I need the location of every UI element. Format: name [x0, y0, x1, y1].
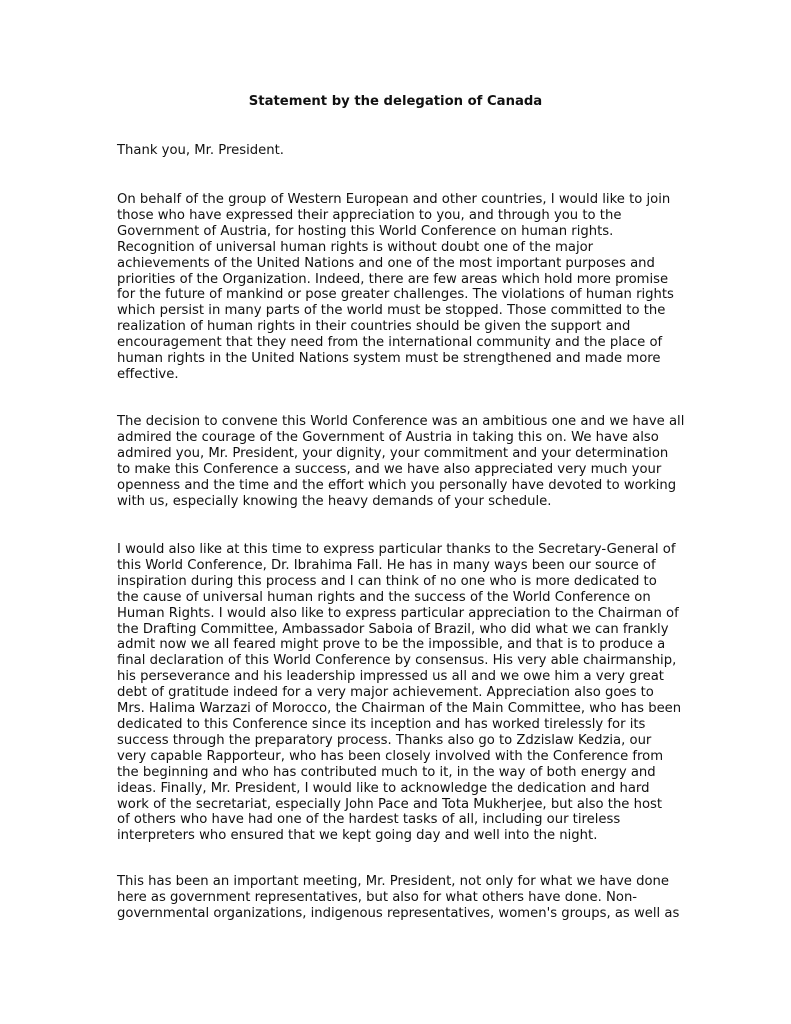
paragraph-appreciation: [117, 192, 677, 383]
text-line: debt of gratitude indeed for a very major achievement. Appreciation also goes to: [117, 685, 654, 701]
text-line: priorities of the Organization. Indeed, there are few areas which hold more promise: [117, 271, 669, 287]
text-line: the beginning and who has contributed much to it, in the way of both energy and: [117, 764, 656, 780]
text-line: On behalf of the group of Western European and other countries, I would like to join: [117, 192, 671, 207]
text-line: with us, especially knowing the heavy demands of your schedule.: [117, 493, 552, 509]
text-line: those who have expressed their appreciation to you, and through you to the: [117, 207, 622, 223]
text-line: openness and the time and the effort which you personally have devoted to working: [117, 477, 677, 493]
text-line: admit now we all feared might prove to be the impossible, and that is to produce a: [117, 637, 666, 653]
text-line: Mrs. Halima Warzazi of Morocco, the Chairman of the Main Committee, who has been: [117, 701, 682, 717]
text-line: to make this Conference a success, and we have also appreciated very much your: [117, 461, 662, 477]
text-line: The decision to convene this World Conference was an ambitious one and we have all: [117, 414, 685, 429]
text-line: inspiration during this process and I can think of no one who is more dedicated to: [117, 573, 657, 589]
text-line: interpreters who ensured that we kept going day and well into the night.: [117, 828, 598, 844]
text-line: the cause of universal human rights and the success of the World Conference on: [117, 589, 651, 605]
text-line: effective.: [117, 366, 179, 382]
text-line: encouragement that they need from the international community and the place of: [117, 335, 663, 351]
text-line: the Drafting Committee, Ambassador Saboia of Brazil, who did what we can frankly: [117, 621, 669, 637]
text-line: Thank you, Mr. President.: [117, 143, 284, 158]
text-line: work of the secretariat, especially John Pace and Tota Mukherjee, but also the host: [117, 796, 663, 812]
text-line: here as government representatives, but also for what others have done. Non-: [117, 889, 638, 905]
text-line: which persist in many parts of the world must be stopped. Those committed to the: [117, 303, 666, 319]
text-line: this World Conference, Dr. Ibrahima Fall. He has in many ways been our source of: [117, 557, 656, 573]
text-line: I would also like at this time to express particular thanks to the Secretary-General of: [117, 542, 676, 557]
text-line: admired the courage of the Government of Austria in taking this on. We have also: [117, 429, 659, 445]
paragraph-greeting: [117, 143, 677, 159]
text-line: admired you, Mr. President, your dignity, your commitment and your determination: [117, 445, 669, 461]
document-title: Statement by the delegation of Canada: [248, 94, 543, 109]
text-line: success through the preparatory process. Thanks also go to Zdzislaw Kedzia, our: [117, 732, 652, 748]
text-line: Government of Austria, for hosting this World Conference on human rights.: [117, 223, 614, 239]
text-line: very capable Rapporteur, who has been closely involved with the Conference from: [117, 748, 664, 764]
paragraph-thanks: [117, 542, 682, 844]
text-line: human rights in the United Nations system must be strengthened and made more: [117, 351, 661, 367]
text-line: ideas. Finally, Mr. President, I would like to acknowledge the dedication and hard: [117, 780, 650, 796]
text-line: of others who have had one of the hardest tasks of all, including our tireless: [117, 812, 621, 828]
text-line: Human Rights. I would also like to express particular appreciation to the Chairman of: [117, 605, 679, 621]
text-line: realization of human rights in their countries should be given the support and: [117, 319, 631, 335]
paragraph-important-meeting: [117, 874, 680, 922]
text-line: his perseverance and his leadership impressed us all and we owe him a very great: [117, 669, 664, 685]
text-line: for the future of mankind or pose greater challenges. The violations of human rights: [117, 287, 674, 303]
text-line: final declaration of this World Conference by consensus. His very able chairmanship,: [117, 653, 677, 669]
paragraph-convene-decision: [117, 414, 685, 509]
text-line: This has been an important meeting, Mr. President, not only for what we have done: [117, 874, 669, 889]
text-line: achievements of the United Nations and one of the most important purposes and: [117, 255, 655, 271]
text-line: dedicated to this Conference since its inception and has worked tirelessly for its: [117, 716, 646, 732]
text-line: Recognition of universal human rights is without doubt one of the major: [117, 239, 594, 255]
text-line: governmental organizations, indigenous representatives, women's groups, as well as: [117, 905, 680, 921]
